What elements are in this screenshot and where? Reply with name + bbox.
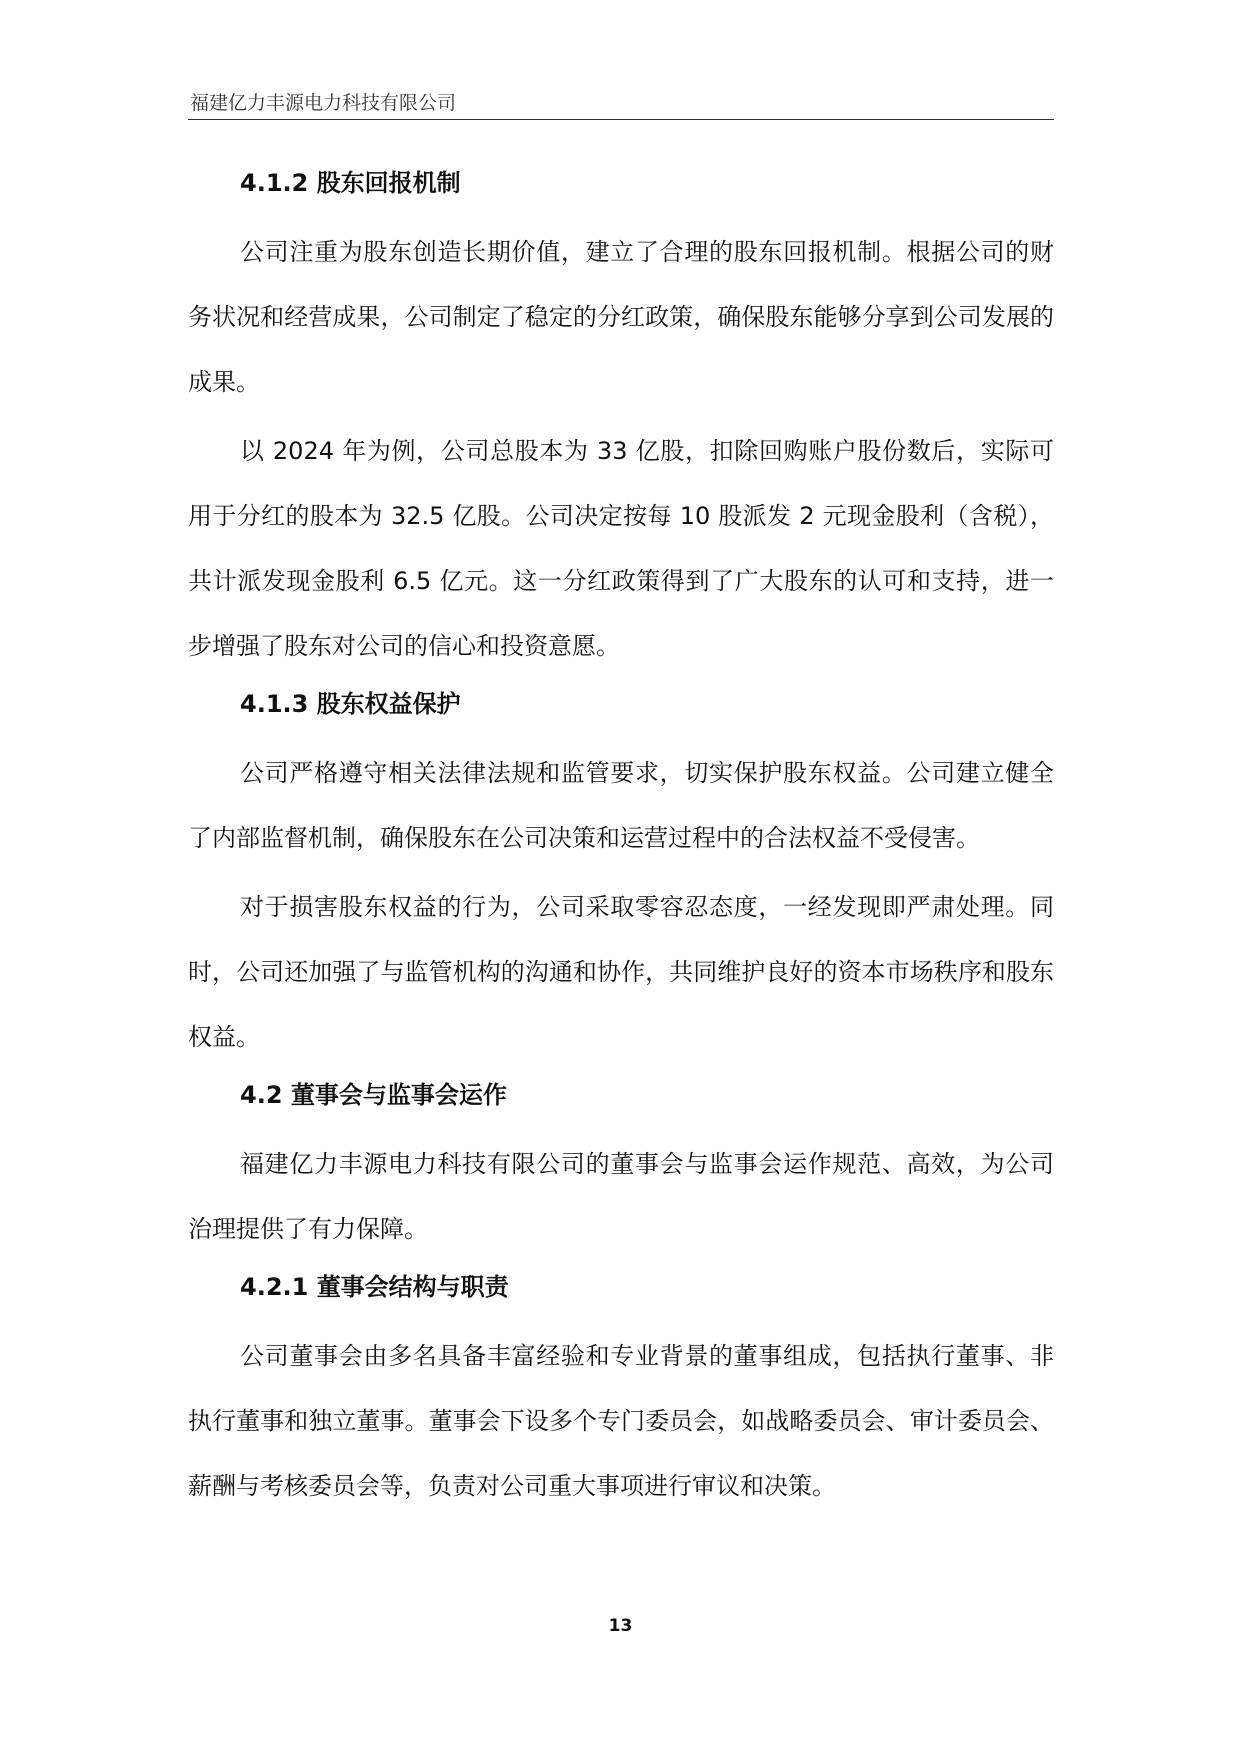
paragraph: 公司注重为股东创造长期价值，建立了合理的股东回报机制。根据公司的财务状况和经营成果，公司制定了稳定的分红政策，确保股东能够分享到公司发展的成果。 (188, 238, 1054, 396)
paragraph: 福建亿力丰源电力科技有限公司的董事会与监事会运作规范、高效，为公司治理提供了有力保障。 (188, 1150, 1054, 1243)
running-header: 福建亿力丰源电力科技有限公司 (190, 92, 457, 114)
section-heading-4-1-2: 4.1.2 股东回报机制 (240, 169, 461, 197)
paragraph: 公司严格遵守相关法律法规和监管要求，切实保护股东权益。公司建立健全了内部监督机制，确保股东在公司决策和运营过程中的合法权益不受侵害。 (188, 759, 1054, 852)
paragraph: 以 2024 年为例，公司总股本为 33 亿股，扣除回购账户股份数后，实际可用于分红的股本为 32.5 亿股。公司决定按每 10 股派发 2 元现金股利（含税），共计派发现金股利 6.5 亿元。这一分红政策得到了广大股东的认可和支持，进一步增强了股东对公司的信心和投资意愿。 (188, 437, 1054, 660)
section-heading-4-1-3: 4.1.3 股东权益保护 (240, 690, 461, 718)
page-body (188, 158, 1054, 1523)
section-heading-4-2: 4.2 董事会与监事会运作 (240, 1081, 507, 1109)
header-divider (188, 119, 1054, 120)
section-heading-4-2-1: 4.2.1 董事会结构与职责 (240, 1273, 509, 1301)
paragraph: 公司董事会由多名具备丰富经验和专业背景的董事组成，包括执行董事、非执行董事和独立董事。董事会下设多个专门委员会，如战略委员会、审计委员会、薪酬与考核委员会等，负责对公司重大事项进行审议和决策。 (188, 1342, 1054, 1500)
paragraph: 对于损害股东权益的行为，公司采取零容忍态度，一经发现即严肃处理。同时，公司还加强了与监管机构的沟通和协作，共同维护良好的资本市场秩序和股东权益。 (188, 893, 1054, 1051)
page-number: 13 (608, 1616, 633, 1636)
